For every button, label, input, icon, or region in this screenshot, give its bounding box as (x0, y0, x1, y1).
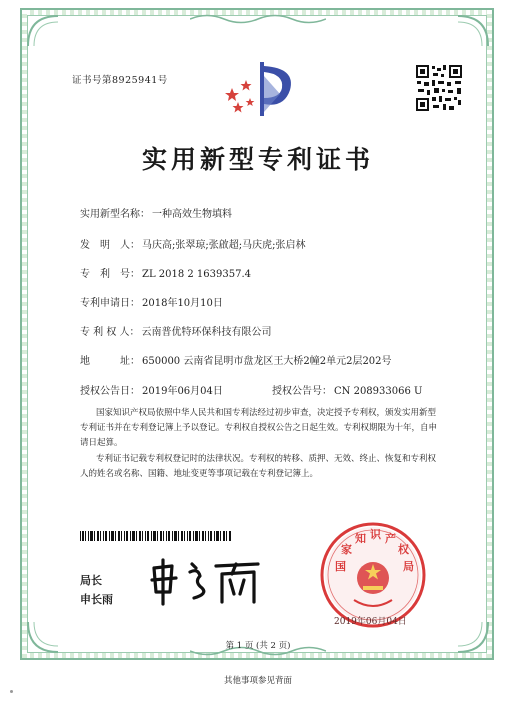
seal-date: 2019年06月04日 (334, 617, 407, 627)
field-grant-date (80, 382, 223, 397)
svg-text:国: 国 (335, 560, 346, 573)
grant-no-label: 授权公告号： (272, 386, 332, 397)
field-inventor (80, 236, 305, 251)
legal-paragraph-2: 专利证书记载专利权登记时的法律状况。专利权的转移、质押、无效、终止、恢复和专利权人的姓名或名称、国籍、地址变更等事项记载在专利登记簿上。 (80, 454, 437, 479)
grant-no-value: CN 208933066 U (334, 386, 423, 397)
address-label: 地 址： (80, 356, 140, 367)
grant-date-label: 授权公告日： (80, 386, 140, 397)
certificate-title: 实用新型专利证书 (141, 145, 374, 174)
field-model-name (80, 205, 232, 220)
field-address (80, 352, 392, 367)
director-name: 申长雨 (80, 593, 113, 606)
application-date-label: 专利申请日： (80, 298, 140, 309)
svg-text:知: 知 (355, 532, 366, 545)
field-application-date (80, 294, 223, 309)
model-name-value: 一种高效生物填料 (152, 209, 232, 220)
corner-ornament-icon (456, 14, 490, 48)
director-title: 局长 (80, 574, 102, 587)
patentee-value: 云南普优特环保科技有限公司 (141, 327, 272, 338)
certificate-number: 证书号第8925941号 (72, 75, 168, 86)
svg-text:权: 权 (398, 543, 409, 556)
grant-date-value: 2019年06月04日 (142, 386, 223, 397)
svg-text:产: 产 (385, 532, 396, 545)
scan-speck (10, 690, 13, 693)
patent-no-value: ZL 2018 2 1639357.4 (142, 269, 252, 280)
address-value: 650000 云南省昆明市盘龙区王大桥2幢2单元2层202号 (142, 356, 392, 367)
field-patent-no (80, 265, 251, 280)
qr-code-icon (415, 64, 463, 112)
svg-text:局: 局 (403, 560, 414, 573)
model-name-label: 实用新型名称： (80, 209, 150, 220)
svg-text:识: 识 (370, 528, 381, 541)
application-date-value: 2018年10月10日 (142, 298, 223, 309)
inventor-label: 发 明 人： (80, 240, 140, 251)
page-number: 第 1 页 (共 2 页) (225, 641, 291, 651)
corner-ornament-icon (26, 14, 60, 48)
patent-office-logo-icon (224, 58, 298, 120)
svg-text:家: 家 (341, 543, 352, 556)
legal-paragraph-1: 国家知识产权局依照中华人民共和国专利法经过初步审查，决定授予专利权，颁发实用新型专利证书并在专利登记簿上予以登记。专利权自授权公告之日起生效。专利权期限为十年，自申请日起算。 (80, 408, 438, 448)
top-ornament-icon (190, 12, 326, 26)
field-patentee (80, 323, 272, 338)
handwritten-signature (150, 558, 268, 608)
barcode-icon (80, 531, 232, 541)
inventor-value: 马庆高;张翠琼;张啟超;马庆虎;张启林 (142, 240, 306, 251)
patent-no-label: 专 利 号： (80, 269, 140, 280)
back-note: 其他事项参见背面 (223, 676, 292, 686)
patentee-label: 专 利 权 人： (80, 327, 140, 338)
field-grant-no (272, 382, 422, 397)
